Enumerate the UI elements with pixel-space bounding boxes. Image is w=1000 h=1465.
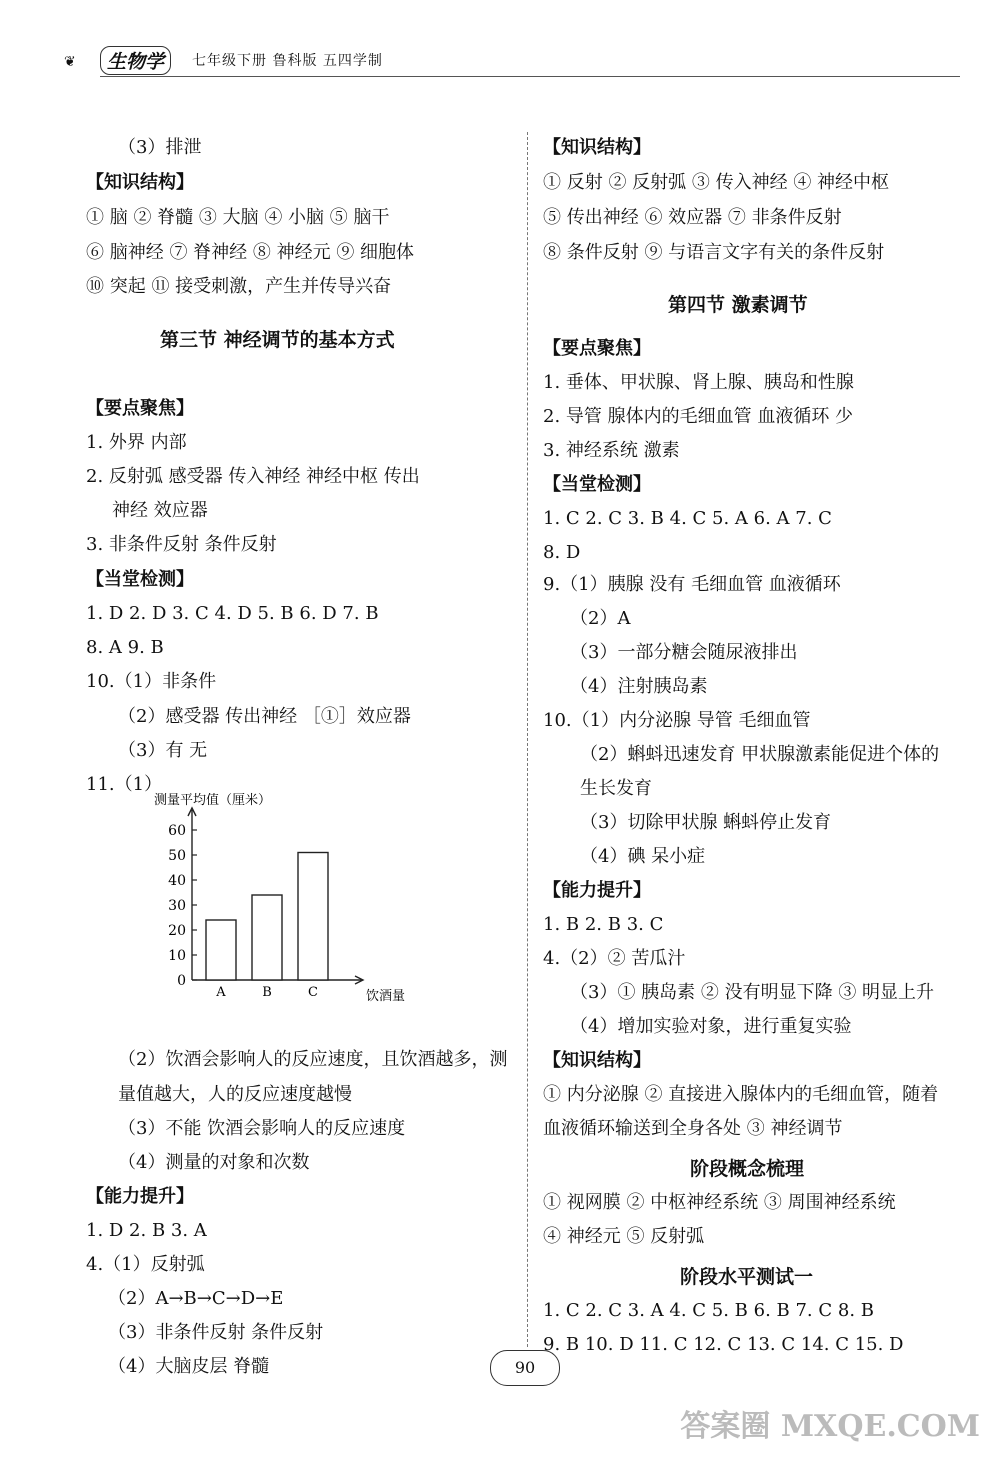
text-line: 1. D 2. B 3. A [86, 1220, 207, 1241]
text-line: 4.（1）反射弧 [86, 1254, 205, 1275]
bar-chart [150, 790, 406, 1020]
text-line: 1. C 2. C 3. A 4. C 5. B 6. B 7. C 8. B [543, 1300, 874, 1321]
text-line: 生长发育 [580, 778, 652, 799]
text-line: ⑥ 脑神经 ⑦ 脊神经 ⑧ 神经元 ⑨ 细胞体 [86, 242, 415, 263]
section-tag: 【当堂检测】 [86, 569, 194, 590]
text-line: （2）A→B→C→D→E [108, 1288, 284, 1309]
section-tag: 【知识结构】 [543, 137, 651, 158]
section-tag: 【知识结构】 [543, 1050, 651, 1071]
text-line: 9. B 10. D 11. C 12. C 13. C 14. C 15. D [543, 1334, 904, 1355]
x-tick-label: A [216, 985, 226, 1000]
section-title: 阶段概念梳理 [690, 1158, 805, 1180]
header-rule [100, 76, 960, 77]
text-line: 9.（1）胰腺 没有 毛细血管 血液循环 [543, 574, 841, 595]
text-line: （2）饮酒会影响人的反应速度，且饮酒越多，测 [118, 1049, 508, 1070]
text-line: ① 脑 ② 脊髓 ③ 大脑 ④ 小脑 ⑤ 脑干 [86, 207, 390, 228]
text-line: 血液循环输送到全身各处 ③ 神经调节 [543, 1118, 843, 1139]
x-tick-label: B [262, 985, 272, 1000]
page-header [60, 40, 960, 80]
text-line: 11.（1） [86, 774, 163, 795]
y-tick-label: 50 [168, 848, 186, 864]
bar [206, 920, 236, 980]
text-line: 1. 垂体、甲状腺、肾上腺、胰岛和性腺 [543, 372, 854, 393]
text-line: ⑩ 突起 ⑪ 接受刺激，产生并传导兴奋 [86, 276, 392, 297]
text-line: 10.（1）非条件 [86, 671, 217, 692]
bar [252, 895, 282, 980]
text-line: 量值越大，人的反应速度越慢 [118, 1084, 352, 1105]
text-line: 1. B 2. B 3. C [543, 914, 664, 935]
text-line: （2）A [570, 608, 631, 629]
text-line: ① 内分泌腺 ② 直接进入腺体内的毛细血管，随着 [543, 1084, 939, 1105]
text-line: ⑤ 传出神经 ⑥ 效应器 ⑦ 非条件反射 [543, 207, 842, 228]
text-line: 2. 导管 腺体内的毛细血管 血液循环 少 [543, 406, 854, 427]
y-tick-label: 10 [168, 948, 186, 964]
text-line: （3）① 胰岛素 ② 没有明显下降 ③ 明显上升 [570, 982, 935, 1003]
y-tick-label: 30 [168, 898, 186, 914]
text-line: （3）切除甲状腺 蝌蚪停止发育 [580, 812, 832, 833]
text-line: 8. D [543, 542, 581, 563]
text-line: 3. 非条件反射 条件反射 [86, 534, 277, 555]
section-title: 阶段水平测试一 [680, 1266, 814, 1288]
y-tick-label: 20 [168, 923, 186, 939]
section-tag: 【要点聚焦】 [86, 398, 194, 419]
section-title: 第四节 激素调节 [668, 294, 808, 316]
text-line: （3）不能 饮酒会影响人的反应速度 [118, 1118, 406, 1139]
text-line: （4）测量的对象和次数 [118, 1152, 310, 1173]
text-line: ④ 神经元 ⑤ 反射弧 [543, 1226, 705, 1247]
header-ornament-icon: ❦ [64, 54, 76, 70]
section-tag: 【能力提升】 [543, 880, 651, 901]
text-line: （2）感受器 传出神经 ［①］效应器 [118, 706, 411, 727]
text-line: （4）增加实验对象，进行重复实验 [570, 1016, 852, 1037]
text-line: 神经 效应器 [112, 500, 208, 521]
text-line: （3）一部分糖会随尿液排出 [570, 642, 798, 663]
page-number: 90 [490, 1350, 560, 1386]
text-line: 2. 反射弧 感受器 传入神经 神经中枢 传出 [86, 466, 420, 487]
y-tick-label: 60 [168, 823, 186, 839]
subject-badge: 生物学 [100, 46, 171, 75]
text-line: 1. C 2. C 3. B 4. C 5. A 6. A 7. C [543, 508, 832, 529]
watermark-logo: 答案圈 MXQE.COM [680, 1409, 980, 1444]
y-tick-label: 40 [168, 873, 186, 889]
text-line: （3）有 无 [118, 740, 208, 761]
text-line: 4.（2）② 苦瓜汁 [543, 948, 686, 969]
text-line: ① 反射 ② 反射弧 ③ 传入神经 ④ 神经中枢 [543, 172, 890, 193]
text-line: （4）注射胰岛素 [570, 676, 708, 697]
text-line: （3）非条件反射 条件反射 [108, 1322, 324, 1343]
y-axis-label: 测量平均值（厘米） [154, 793, 272, 808]
grade-text: 七年级下册 鲁科版 五四学制 [192, 53, 383, 69]
text-line: （2）蝌蚪迅速发育 甲状腺激素能促进个体的 [580, 744, 940, 765]
column-divider [527, 132, 528, 1347]
text-line: （4）大脑皮层 脊髓 [108, 1356, 270, 1377]
text-line: （3）排泄 [118, 137, 202, 158]
text-line: 10.（1）内分泌腺 导管 毛细血管 [543, 710, 811, 731]
section-title: 第三节 神经调节的基本方式 [160, 329, 395, 351]
section-tag: 【知识结构】 [86, 172, 194, 193]
x-axis-label: 饮酒量 [366, 989, 406, 1004]
section-tag: 【能力提升】 [86, 1186, 194, 1207]
text-line: 1. 外界 内部 [86, 432, 187, 453]
text-line: ⑧ 条件反射 ⑨ 与语言文字有关的条件反射 [543, 242, 885, 263]
text-line: 8. A 9. B [86, 637, 164, 658]
bar [298, 853, 328, 981]
text-line: （4）碘 呆小症 [580, 846, 706, 867]
text-line: 1. D 2. D 3. C 4. D 5. B 6. D 7. B [86, 603, 379, 624]
section-tag: 【当堂检测】 [543, 474, 651, 495]
section-tag: 【要点聚焦】 [543, 338, 651, 359]
y-tick-label: 0 [177, 973, 186, 989]
text-line: 3. 神经系统 激素 [543, 440, 680, 461]
x-tick-label: C [308, 985, 318, 1000]
text-line: ① 视网膜 ② 中枢神经系统 ③ 周围神经系统 [543, 1192, 896, 1213]
